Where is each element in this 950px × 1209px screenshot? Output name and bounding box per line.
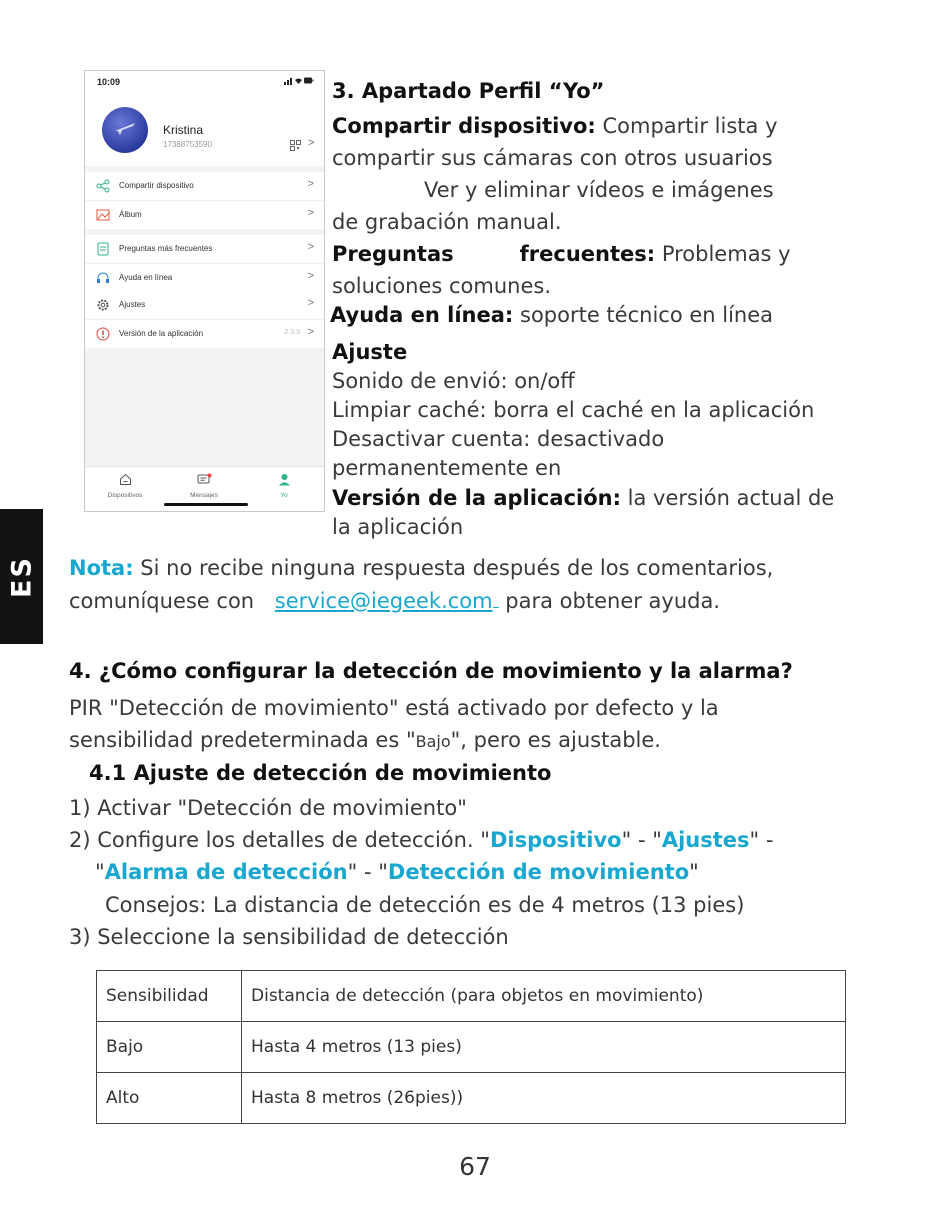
- menu-item-label: Ayuda en línea: [119, 273, 173, 282]
- menu-item-settings[interactable]: [85, 291, 324, 319]
- plane-icon: [114, 120, 136, 138]
- menu-item-label: Preguntas más frecuentes: [119, 244, 213, 253]
- step-1: 1) Activar "Detección de movimiento": [69, 796, 467, 820]
- profile-header[interactable]: [85, 95, 324, 166]
- message-icon: [197, 473, 212, 486]
- status-time: 10:09: [97, 77, 121, 87]
- menu-item-app-version[interactable]: [85, 319, 324, 348]
- menu-item-label: Compartir dispositivo: [119, 181, 194, 190]
- chevron-right-icon: >: [308, 137, 315, 149]
- chevron-right-icon: >: [307, 178, 314, 190]
- menu-group-help: [85, 235, 324, 292]
- menu-item-label: Álbum: [119, 210, 142, 219]
- chevron-right-icon: >: [307, 297, 314, 309]
- section4-intro-2: sensibilidad predeterminada es "Bajo", pero es ajustable.: [69, 728, 661, 752]
- support-email-link[interactable]: service@iegeek.com: [274, 589, 493, 613]
- menu-group-media: [85, 172, 324, 229]
- section3-title: 3. Apartado Perfil “Yo”: [332, 79, 605, 103]
- section4-title: 4. ¿Cómo configurar la detección de movimiento y la alarma?: [69, 659, 793, 683]
- language-tab-label: ES: [6, 555, 37, 598]
- table-cell: Hasta 8 metros (26pies)): [242, 1073, 846, 1124]
- chevron-right-icon: >: [307, 207, 314, 219]
- faq-icon: [96, 242, 110, 256]
- chevron-right-icon: >: [307, 270, 314, 282]
- table-cell: Alto: [97, 1073, 242, 1124]
- menu-item-share-device[interactable]: [85, 172, 324, 200]
- menu-item-online-help[interactable]: [85, 263, 324, 292]
- tab-messages[interactable]: [169, 473, 239, 499]
- menu-group-settings: [85, 291, 324, 348]
- table-cell: Bajo: [97, 1022, 242, 1073]
- settings-line: Desactivar cuenta: desactivado: [332, 427, 665, 451]
- user-phone: 17388753590: [163, 140, 212, 149]
- settings-heading: Ajuste: [332, 340, 408, 364]
- menu-item-album[interactable]: [85, 200, 324, 229]
- chevron-right-icon: >: [307, 326, 314, 338]
- page-number: 67: [459, 1152, 491, 1181]
- table-row: [97, 1022, 846, 1073]
- album-icon: [96, 208, 110, 222]
- table-header-cell: Distancia de detección (para objetos en movimiento): [242, 971, 846, 1022]
- menu-item-label: Versión de la aplicación: [119, 329, 204, 338]
- tab-label: Yo: [280, 492, 288, 499]
- sensitivity-table: [96, 970, 846, 1124]
- note-line: Nota: Si no recibe ninguna respuesta después de los comentarios,: [69, 556, 774, 580]
- section4-intro: PIR "Detección de movimiento" está activado por defecto y la: [69, 696, 719, 720]
- album-line: Ver y eliminar vídeos e imágenes: [424, 178, 774, 202]
- gear-icon: [96, 298, 110, 312]
- faq-line: Preguntas frecuentes: Problemas y: [332, 242, 791, 266]
- faq-line-2: soluciones comunes.: [332, 274, 552, 298]
- tab-devices[interactable]: [90, 473, 160, 499]
- share-icon: [96, 179, 110, 193]
- note-line-2: comuníquese con service@iegeek.com para obtener ayuda.: [69, 589, 721, 613]
- home-icon: [119, 473, 132, 486]
- headset-icon: [96, 271, 110, 285]
- step-3: 3) Seleccione la sensibilidad de detección: [69, 925, 509, 949]
- share-device-line: Compartir dispositivo: Compartir lista y: [332, 114, 778, 138]
- settings-line: Sonido de envió: on/off: [332, 369, 575, 393]
- settings-line: permanentemente en: [332, 456, 562, 480]
- app-version-value: 2.3.3: [284, 329, 300, 336]
- info-icon: [96, 327, 110, 341]
- subsection-title: 4.1 Ajuste de detección de movimiento: [89, 761, 552, 785]
- tab-label: Dispositivos: [107, 492, 143, 499]
- menu-item-faq[interactable]: [85, 235, 324, 263]
- share-device-line-2: compartir sus cámaras con otros usuarios: [332, 146, 773, 170]
- help-line: Ayuda en línea: soporte técnico en línea: [330, 303, 774, 327]
- user-name: Kristina: [163, 123, 204, 137]
- version-line: Versión de la aplicación: la versión actual de: [332, 486, 835, 510]
- settings-line: Limpiar caché: borra el caché en la aplicación: [332, 398, 815, 422]
- tab-label: Mensajes: [190, 492, 218, 499]
- table-row: [97, 1073, 846, 1124]
- menu-item-label: Ajustes: [119, 300, 146, 309]
- home-indicator: [164, 503, 248, 506]
- user-icon: [278, 473, 291, 486]
- signal-wifi-battery-icon: [284, 76, 314, 87]
- table-header-cell: Sensibilidad: [97, 971, 242, 1022]
- version-line-2: la aplicación: [332, 515, 464, 539]
- qr-code-icon[interactable]: [290, 140, 301, 153]
- album-line-2: de grabación manual.: [332, 210, 562, 234]
- tips-line: Consejos: La distancia de detección es de 4 metros (13 pies): [105, 893, 745, 917]
- tab-me[interactable]: [249, 473, 319, 499]
- status-bar: [85, 71, 324, 95]
- table-header-row: [97, 971, 846, 1022]
- chevron-right-icon: >: [307, 241, 314, 253]
- avatar[interactable]: [102, 107, 148, 153]
- table-cell: Hasta 4 metros (13 pies): [242, 1022, 846, 1073]
- step-2: 2) Configure los detalles de detección. "Dispositivo" - "Ajustes" -: [69, 828, 774, 852]
- language-tab: [0, 509, 43, 644]
- app-screenshot: [84, 70, 325, 512]
- step-2-path: "Alarma de detección" - "Detección de movimiento": [95, 860, 699, 884]
